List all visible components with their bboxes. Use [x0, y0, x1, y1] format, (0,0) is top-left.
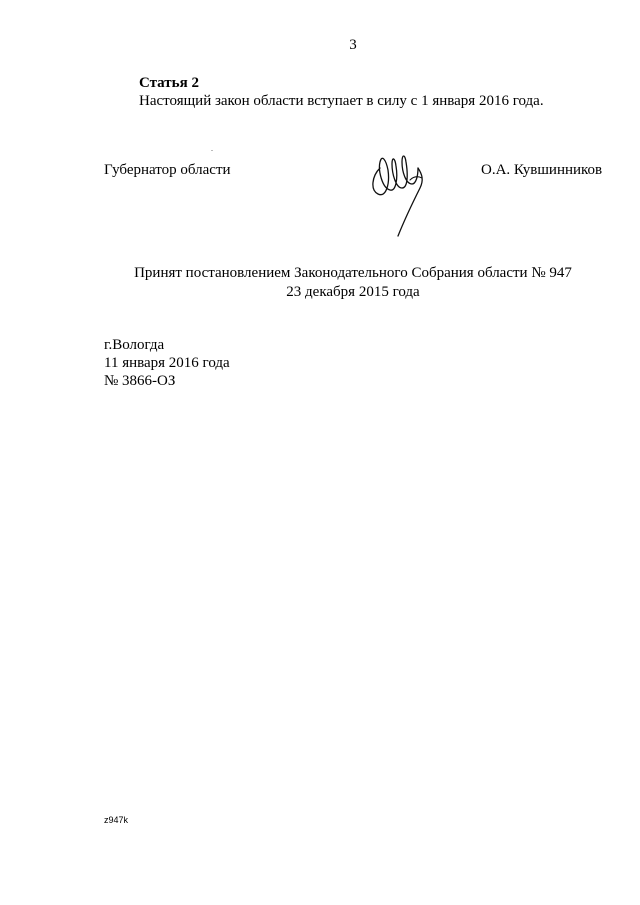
- scan-speck: [211, 150, 213, 151]
- adoption-date: 23 декабря 2015 года: [286, 284, 420, 300]
- page-number: 3: [349, 37, 357, 53]
- document-code: z947k: [104, 815, 129, 825]
- article-heading: Статья 2: [139, 75, 199, 91]
- adoption-statement: Принят постановлением Законодательного Собрания области № 947: [134, 265, 572, 281]
- place-of-signing: г.Вологда: [104, 337, 165, 353]
- handwritten-signature-icon: [366, 146, 432, 240]
- signing-date: 11 января 2016 года: [104, 355, 230, 371]
- article-text: Настоящий закон области вступает в силу с 1 января 2016 года.: [139, 93, 544, 109]
- signer-title: Губернатор области: [104, 162, 231, 178]
- signer-name: О.А. Кувшинников: [481, 162, 603, 178]
- law-number: № 3866-ОЗ: [104, 373, 176, 389]
